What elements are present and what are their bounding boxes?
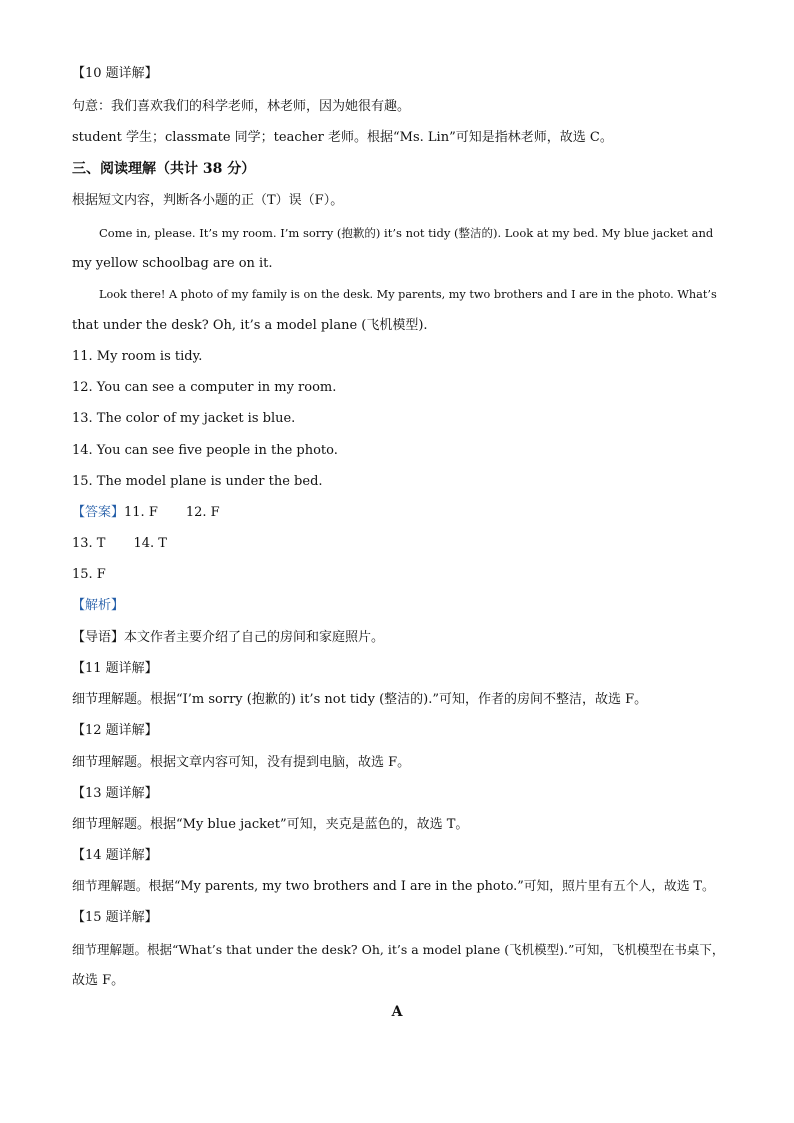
- answer-12: 12. F: [185, 505, 220, 520]
- guide-text: 本文作者主要介绍了自己的房间和家庭照片。: [124, 630, 385, 645]
- question-12: 12. You can see a computer in my room.: [72, 380, 337, 395]
- q14-explanation: 细节理解题。根据“My parents, my two brothers and I are in the photo.”可知，照片里有五个人，故选 T。: [72, 879, 715, 894]
- answer-14: 14. T: [133, 536, 167, 551]
- guide-label: 【导语】: [72, 630, 125, 645]
- answer-line-1: [72, 505, 220, 521]
- q15-explanation-cont: 故选 F。: [72, 973, 125, 988]
- question-11: 11. My room is tidy.: [72, 349, 203, 364]
- q11-explanation: 细节理解题。根据“I’m sorry (抱歉的) it’s not tidy (整洁的).”可知，作者的房间不整洁，故选 F。: [72, 692, 648, 707]
- question-13: 13. The color of my jacket is blue.: [72, 411, 296, 426]
- question-14: 14. You can see five people in the photo.: [72, 443, 338, 458]
- answer-line-3: [72, 567, 106, 583]
- q15-explanation: 细节理解题。根据“What’s that under the desk? Oh, it’s a model plane (飞机模型).”可知，飞机模型在书桌下，: [72, 942, 725, 957]
- q10-header: 【10 题详解】: [72, 66, 158, 81]
- q10-sentence-meaning: 句意：我们喜欢我们的科学老师，林老师，因为她很有趣。: [72, 99, 411, 114]
- q12-header: 【12 题详解】: [72, 723, 158, 738]
- q10-explanation: student 学生；classmate 同学；teacher 老师。根据“Ms. Lin”可知是指林老师，故选 C。: [72, 130, 613, 145]
- q15-header: 【15 题详解】: [72, 910, 158, 925]
- answer-15: 15. F: [72, 567, 106, 582]
- passage-paragraph-1-line-1: Come in, please. It’s my room. I’m sorry (抱歉的) it’s not tidy (整洁的). Look at my bed. My blue jacket and: [99, 226, 714, 240]
- q13-header: 【13 题详解】: [72, 786, 158, 801]
- analysis-label: 【解析】: [72, 598, 125, 613]
- q12-explanation: 细节理解题。根据文章内容可知，没有提到电脑，故选 F。: [72, 755, 411, 770]
- section-title: 三、阅读理解（共计 38 分）: [72, 161, 256, 177]
- section-instruction: 根据短文内容，判断各小题的正（T）误（F）。: [72, 193, 344, 208]
- question-15: 15. The model plane is under the bed.: [72, 474, 323, 489]
- answer-13: 13. T: [72, 536, 106, 551]
- passage-paragraph-2-line-2: that under the desk? Oh, it’s a model plane (飞机模型).: [72, 318, 428, 333]
- answer-11: 11. F: [124, 505, 158, 520]
- answer-label: 【答案】: [72, 505, 125, 520]
- footer-letter: A: [391, 1004, 403, 1020]
- guide-line: [72, 630, 384, 646]
- q11-header: 【11 题详解】: [72, 661, 158, 676]
- passage-paragraph-2-line-1: Look there! A photo of my family is on the desk. My parents, my two brothers and I are in the photo. What’s: [99, 288, 717, 301]
- passage-paragraph-1-line-2: my yellow schoolbag are on it.: [72, 256, 273, 271]
- answer-line-2: [72, 536, 167, 552]
- q13-explanation: 细节理解题。根据“My blue jacket”可知，夹克是蓝色的，故选 T。: [72, 817, 469, 832]
- q14-header: 【14 题详解】: [72, 848, 158, 863]
